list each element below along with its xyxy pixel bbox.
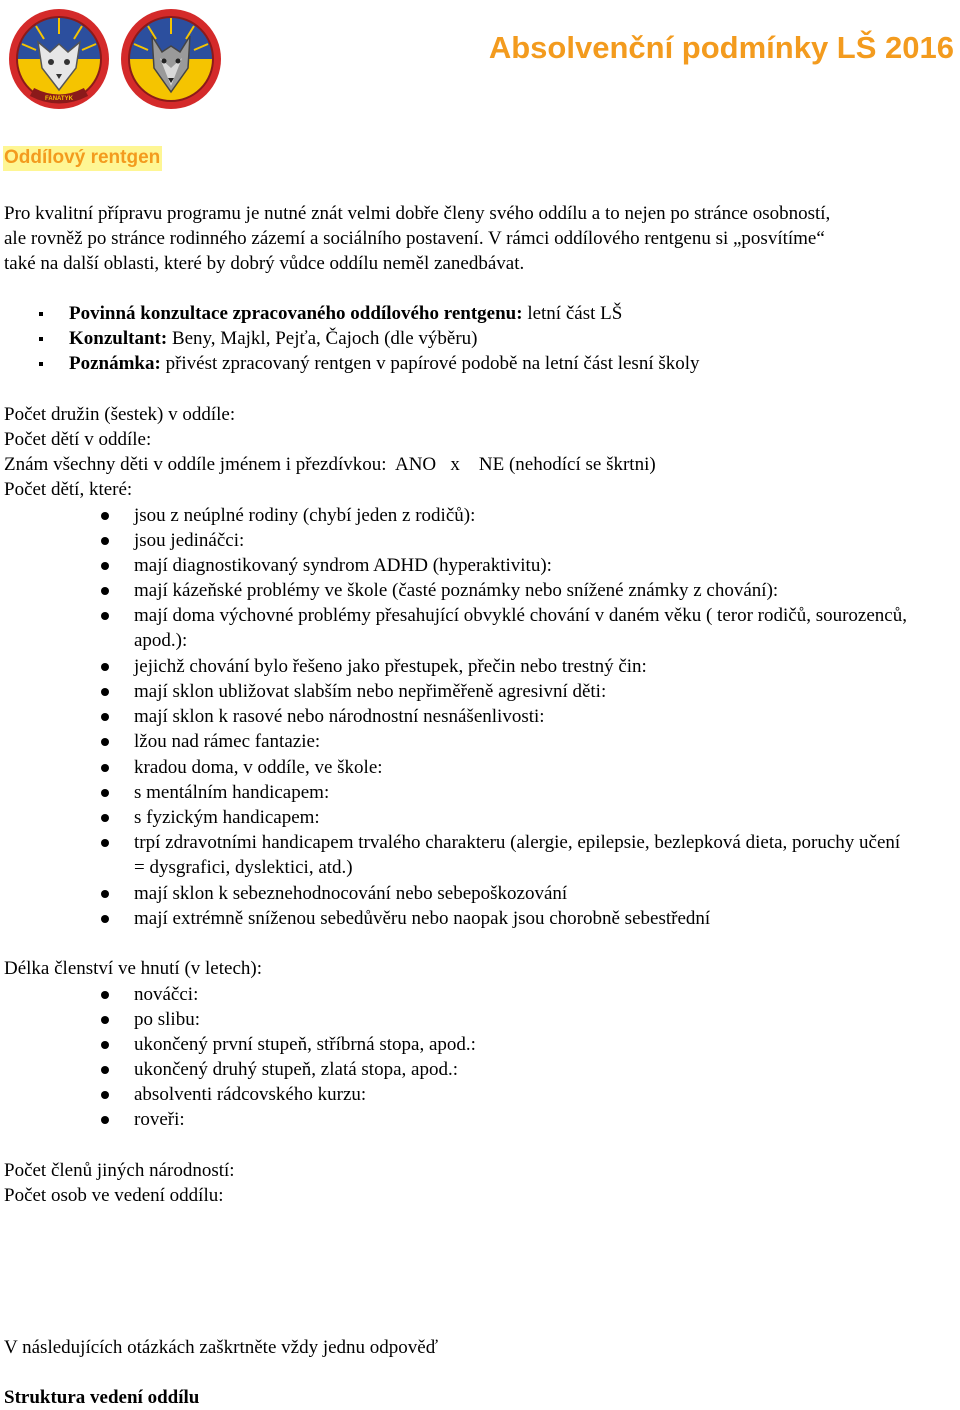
requirement-value: přivést zpracovaný rentgen v papírové podobě na letní část lesní školy: [160, 353, 700, 374]
bullet-icon: [101, 537, 109, 545]
next-section-heading: Struktura vedení oddílu: [4, 1387, 200, 1408]
question-know-all: Znám všechny děti v oddíle jménem i přezdívkou: ANO x NE (nehodící se škrtni): [4, 454, 656, 475]
bullet-icon: [101, 512, 109, 520]
square-bullet-icon: [39, 337, 43, 341]
logo-left-label: FANATYK: [45, 96, 73, 102]
question-leaders: Počet osob ve vedení oddílu:: [4, 1185, 224, 1206]
bullet-icon: [101, 890, 109, 898]
intro-line: ale rovněž po stránce rodinného zázemí a sociálního postavení. V rámci oddílového rentgenu si „posvítíme“: [4, 228, 825, 249]
bullet-icon: [101, 764, 109, 772]
square-bullet-icon: [39, 312, 43, 316]
troop-logo-right: [118, 6, 224, 112]
bullet-icon: [101, 713, 109, 721]
bullet-icon: [101, 1041, 109, 1049]
bullet-icon: [101, 587, 109, 595]
bullet-icon: [101, 612, 109, 620]
bullet-icon: [101, 1091, 109, 1099]
square-bullet-icon: [39, 362, 43, 366]
intro-line: Pro kvalitní přípravu programu je nutné znát velmi dobře členy svého oddílu a to nejen po stránce osobností,: [4, 203, 831, 224]
requirement-value: Beny, Majkl, Pejťa, Čajoch (dle výběru): [167, 328, 478, 349]
bullet-icon: [101, 991, 109, 999]
document-title: Absolvenční podmínky LŠ 2016: [488, 30, 954, 65]
requirement-value: letní část LŠ: [522, 303, 623, 324]
membership-label: Délka členství ve hnutí (v letech):: [4, 958, 262, 979]
requirement-label: Povinná konzultace zpracovaného oddílového rentgenu:: [69, 303, 523, 324]
bullet-icon: [101, 1116, 109, 1124]
bullet-icon: [101, 814, 109, 822]
troop-logo-left: [6, 6, 112, 112]
question-children: Počet dětí v oddíle:: [4, 429, 152, 450]
question-children-which: Počet dětí, které:: [4, 479, 133, 500]
bullet-icon: [101, 738, 109, 746]
section-heading: Oddílový rentgen: [3, 146, 162, 171]
requirement-label: Poznámka:: [69, 353, 161, 374]
bullet-icon: [101, 839, 109, 847]
requirement-label: Konzultant:: [69, 328, 168, 349]
question-nationalities: Počet členů jiných národností:: [4, 1160, 235, 1181]
bullet-icon: [101, 688, 109, 696]
bullet-icon: [101, 915, 109, 923]
instruction-text: V následujících otázkách zaškrtněte vždy jednu odpověď: [4, 1337, 439, 1358]
bullet-icon: [101, 1016, 109, 1024]
bullet-icon: [101, 663, 109, 671]
bullet-icon: [101, 789, 109, 797]
intro-line: také na další oblasti, které by dobrý vůdce oddílu neměl zanedbávat.: [4, 253, 525, 274]
bullet-icon: [101, 1066, 109, 1074]
question-patrols: Počet družin (šestek) v oddíle:: [4, 404, 236, 425]
bullet-icon: [101, 562, 109, 570]
